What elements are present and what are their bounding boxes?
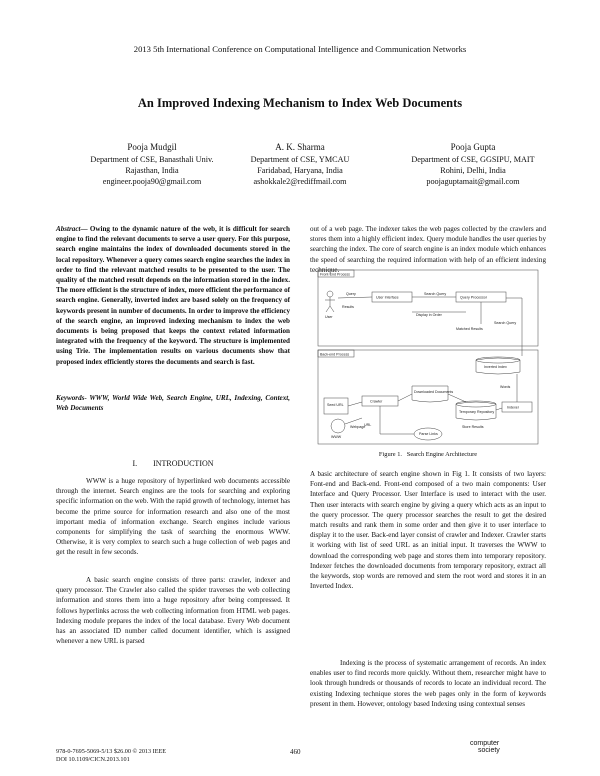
footer-doi: DOI 10.1109/CICN.2013.101 — [56, 756, 130, 763]
abstract-lead: Abstract — [56, 225, 81, 233]
col2-paragraph-architecture — [310, 469, 546, 591]
fig-label-temp-repo: Temporary Repository — [459, 410, 495, 414]
fig-label-query-processor: Query Processor — [460, 295, 487, 300]
author-dept: Department of CSE, YMCAU — [250, 155, 350, 164]
fig-label-www: WWW — [331, 435, 342, 439]
page-number: 460 — [290, 748, 301, 756]
paragraph-text: A basic search engine consists of three parts: crawler, indexer and query processor. The Crawler also called the spider traverses the web collecting information and stores them into a huge repository after being compressed. It follows hyperlinks across the web collecting information from HTML web pages. Indexing module prepares the index of the local database. Every Web document has an associated ID number called document identifier, which is assigned whenever a new URL is parsed — [56, 576, 290, 646]
fig-label-parse: Parse Links — [419, 432, 438, 436]
fig-label-webpage: Webpage — [350, 425, 366, 429]
author-email: poojaguptamait@gmail.com — [426, 177, 520, 186]
paper-title: An Improved Indexing Mechanism to Index Web Documents — [137, 96, 463, 110]
fig-label-results: Results — [342, 305, 354, 309]
author-place: Rohini, Delhi, India — [440, 166, 506, 175]
keywords: Keywords- WWW, World Wide Web, Search Engine, URL, Indexing, Context, Web Documents — [56, 394, 290, 413]
figure-caption: Figure 1. Search Engine Architecture — [378, 451, 478, 458]
footer-left — [56, 748, 166, 764]
author-place: Rajasthan, India — [125, 166, 179, 175]
intro-paragraph-1 — [56, 476, 290, 558]
paragraph-text: A basic architecture of search engine shown in Fig 1. It consists of two layers: Font-end and Back-end. Front-end composed of a two main components: User Interface and Query Processor. User Interface is used to interact with the user. Then user interacts with search engine by giving a query which acts as an input to the query processor. The query processor searches the result to get the desired match results and rank them in some order and then give it to user interface to display it to the user. Back-end layer consist of crawler and Indexer. Crawler starts it working with list of seed URL as an initial input. It traverses the WWW to download the corresponding web page and stores them into temporary repository. Indexer fetches the downloaded documents from temporary repository, extract all the keywords, stop words are removed and stem the root word and stores it in an Inverted Index. — [310, 470, 546, 591]
author-name: A. K. Sharma — [275, 142, 325, 152]
fig-label-query: Query — [346, 292, 356, 296]
fig-label-words: Words — [500, 385, 511, 389]
author-dept: Department of CSE, Banasthali Univ. — [90, 155, 214, 164]
author-dept: Department of CSE, GGSIPU, MAIT — [411, 155, 535, 164]
fig-label-display: Display in Order — [416, 313, 442, 317]
www-globe — [331, 419, 345, 433]
fig-label-crawler: Crawler — [370, 399, 383, 404]
author-name: Pooja Mudgil — [127, 142, 177, 152]
user-icon — [327, 291, 333, 297]
footer-isbn: 978-0-7695-5069-5/13 $26.00 © 2013 IEEE — [56, 748, 167, 755]
fig-label-back: Back-end Process — [320, 352, 350, 357]
author-block-3 — [383, 142, 563, 187]
paragraph-text: out of a web page. The indexer takes the web pages collected by the crawlers and stores them into a highly efficient index. Query module handles the user queries by searching the index. The core of search engine is an index module which enhances the speed of searching the required information with help of an efficient indexing technique. — [310, 225, 546, 274]
architecture-figure — [316, 268, 540, 446]
fig-label-front: Front-End Process — [320, 272, 350, 277]
col2-paragraph-indexing — [310, 658, 546, 709]
author-place: Faridabad, Haryana, India — [257, 166, 343, 175]
logo-bottom: society — [478, 747, 500, 754]
fig-label-search-query-2: Search Query — [494, 321, 517, 325]
fig-label-user: User — [325, 315, 333, 319]
abstract-text: — Owing to the dynamic nature of the web, it is difficult for search engine to find the relevant documents to serve a user query. For this purpose, search engine maintains the index of downloaded documents stored in the local repository. Whenever a query comes search engine searches the index in order to find the relevant matched results to be presented to the user. The quality of the matched result depends on the information stored in the index. The more efficient is the structure of index, more efficient the performance of search engine. Generally, inverted index are based solely on the frequency of keywords present in number of documents. In order to improve the efficiency of the search engine, an improved indexing mechanism to index the web documents is being proposed that keeps the context related information integrated with the frequency of the keyword. The structure is implemented using Trie. The implementation results on various documents show that proposed index efficiently stores the documents and search is fast. — [56, 225, 290, 366]
computer-society-logo — [470, 740, 500, 754]
fig-label-indexer: Indexer — [507, 405, 519, 410]
author-block-2 — [210, 142, 390, 187]
section-heading-introduction: I. INTRODUCTION — [132, 459, 214, 468]
conference-header: 2013 5th International Conference on Computational Intelligence and Communication Networks — [133, 44, 467, 54]
fig-label-ui: User Interface — [376, 295, 399, 300]
author-email: engineer.pooja90@gmail.com — [102, 177, 202, 186]
paragraph-text: Indexing is the process of systematic arrangement of records. An index enables user to find records more quickly. Without them, researcher might have to look through hundreds or thousands of records to locate an individual record. The existing Indexing technique stores the web pages only in the form of keywords present in them. However, ontology based Indexing using contextual senses — [310, 659, 546, 708]
fig-label-downloaded: Downloaded Documents — [414, 390, 454, 394]
fig-label-inverted-index: Inverted Index — [484, 365, 507, 369]
fig-label-url: URL — [364, 423, 372, 427]
downloaded-docs-box — [412, 386, 448, 402]
fig-label-seed: Seed URL — [327, 403, 344, 407]
fig-label-search-query: Search Query — [424, 292, 447, 296]
author-name: Pooja Gupta — [450, 142, 496, 152]
fig-label-store: Store Results — [462, 425, 484, 429]
fig-label-matched: Matched Results — [456, 327, 483, 331]
logo-top: computer — [470, 740, 500, 747]
abstract — [56, 224, 290, 367]
intro-paragraph-2 — [56, 575, 290, 646]
paragraph-text: WWW is a huge repository of hyperlinked web documents accessible through the internet. Search engines are the tools for searching and exploring specific information on the web. With the rapid growth of technology, internet has become the prime source for information research and also one of the most important media of information exchange. Search engines include various components for simplifying the task of searching the enormous WWW. Otherwise, it is very complex to search such a huge collection of web pages and get the result in few seconds. — [56, 477, 290, 557]
author-email: ashokkale2@rediffmail.com — [253, 177, 347, 186]
